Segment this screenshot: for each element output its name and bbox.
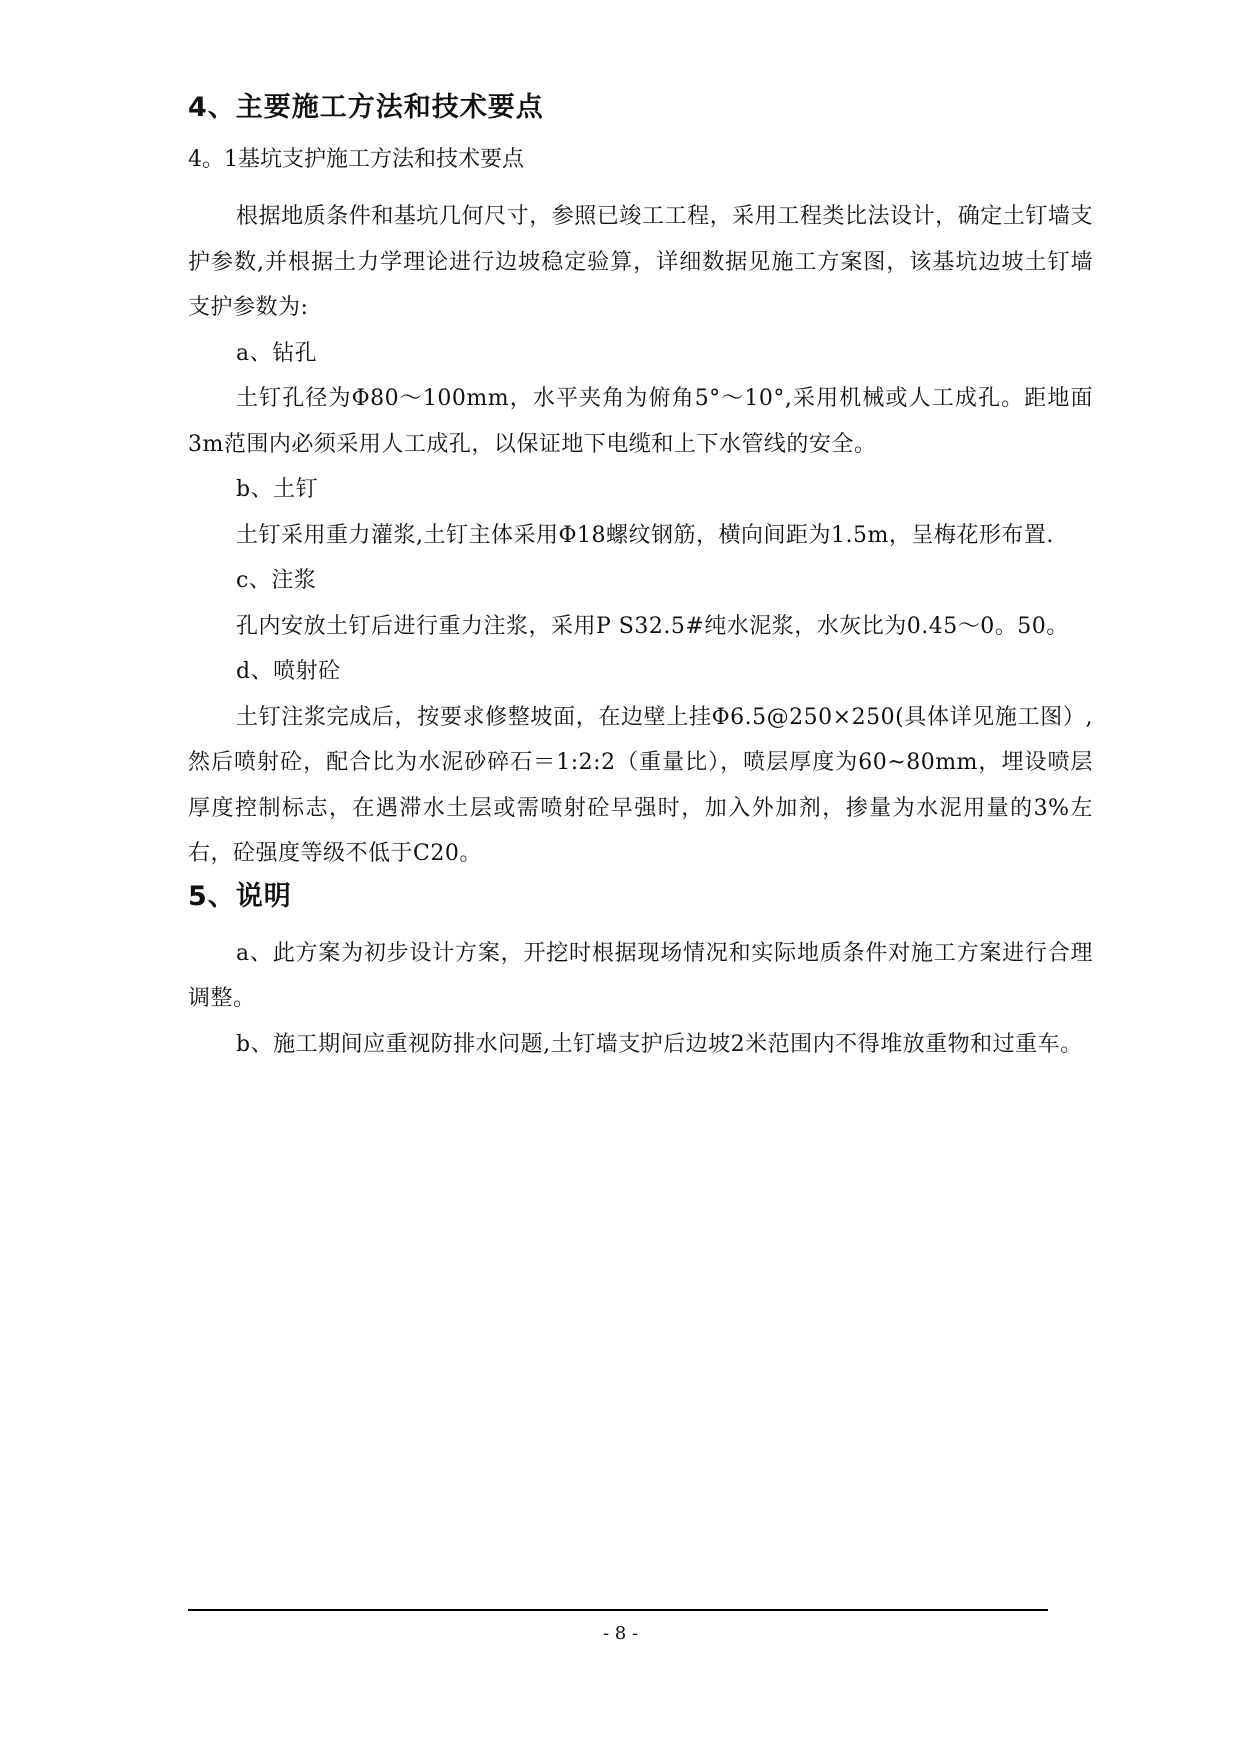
item-a-label: a、钻孔 bbox=[236, 340, 318, 366]
item-a-text: 土钉孔径为Φ80～100mm，水平夹角为俯角5°～10°,采用机械或人工成孔。距地面3m范围内必须采用人工成孔，以保证地下电缆和上下水管线的安全。 bbox=[188, 386, 1093, 457]
page-content bbox=[188, 88, 1093, 1067]
item-c-label: c、注浆 bbox=[236, 568, 317, 593]
note-b: b、施工期间应重视防排水问题,土钉墙支护后边坡2米范围内不得堆放重物和过重车。 bbox=[236, 1031, 1083, 1057]
item-b-label: b、土钉 bbox=[236, 477, 319, 502]
section-4-1-intro: 根据地质条件和基坑几何尺寸，参照已竣工工程，采用工程类比法设计，确定土钉墙支护参数,并根据土力学理论进行边坡稳定验算，详细数据见施工方案图，该基坑边坡土钉墙支护参数为: bbox=[188, 204, 1093, 320]
page-number: - 8 - bbox=[602, 1623, 639, 1644]
item-d-text: 土钉注浆完成后，按要求修整坡面，在边壁上挂Φ6.5@250×250(具体详见施工图）,然后喷射砼，配合比为水泥砂碎石＝1:2:2（重量比），喷层厚度为60~80mm，埋设喷层厚度控制标志，在遇滞水土层或需喷射砼早强时，加入外加剂，掺量为水泥用量的3%左右，砼强度等级不低于C20。 bbox=[188, 704, 1093, 866]
section-4-heading: 4、主要施工方法和技术要点 bbox=[188, 92, 544, 123]
item-d-label: d、喷射砼 bbox=[236, 659, 341, 684]
item-b-text: 土钉采用重力灌浆,土钉主体采用Φ18螺纹钢筋，横向间距为1.5m，呈梅花形布置. bbox=[236, 522, 1054, 548]
section-5-heading: 5、说明 bbox=[188, 880, 292, 912]
footer-divider bbox=[188, 1609, 1048, 1611]
item-c-text: 孔内安放土钉后进行重力注浆，采用P S32.5#纯水泥浆，水灰比为0.45～0。50。 bbox=[236, 613, 1069, 639]
note-a: a、此方案为初步设计方案，开挖时根据现场情况和实际地质条件对施工方案进行合理调整。 bbox=[188, 940, 1093, 1011]
section-4-1-heading: 4。1基坑支护施工方法和技术要点 bbox=[188, 147, 524, 172]
